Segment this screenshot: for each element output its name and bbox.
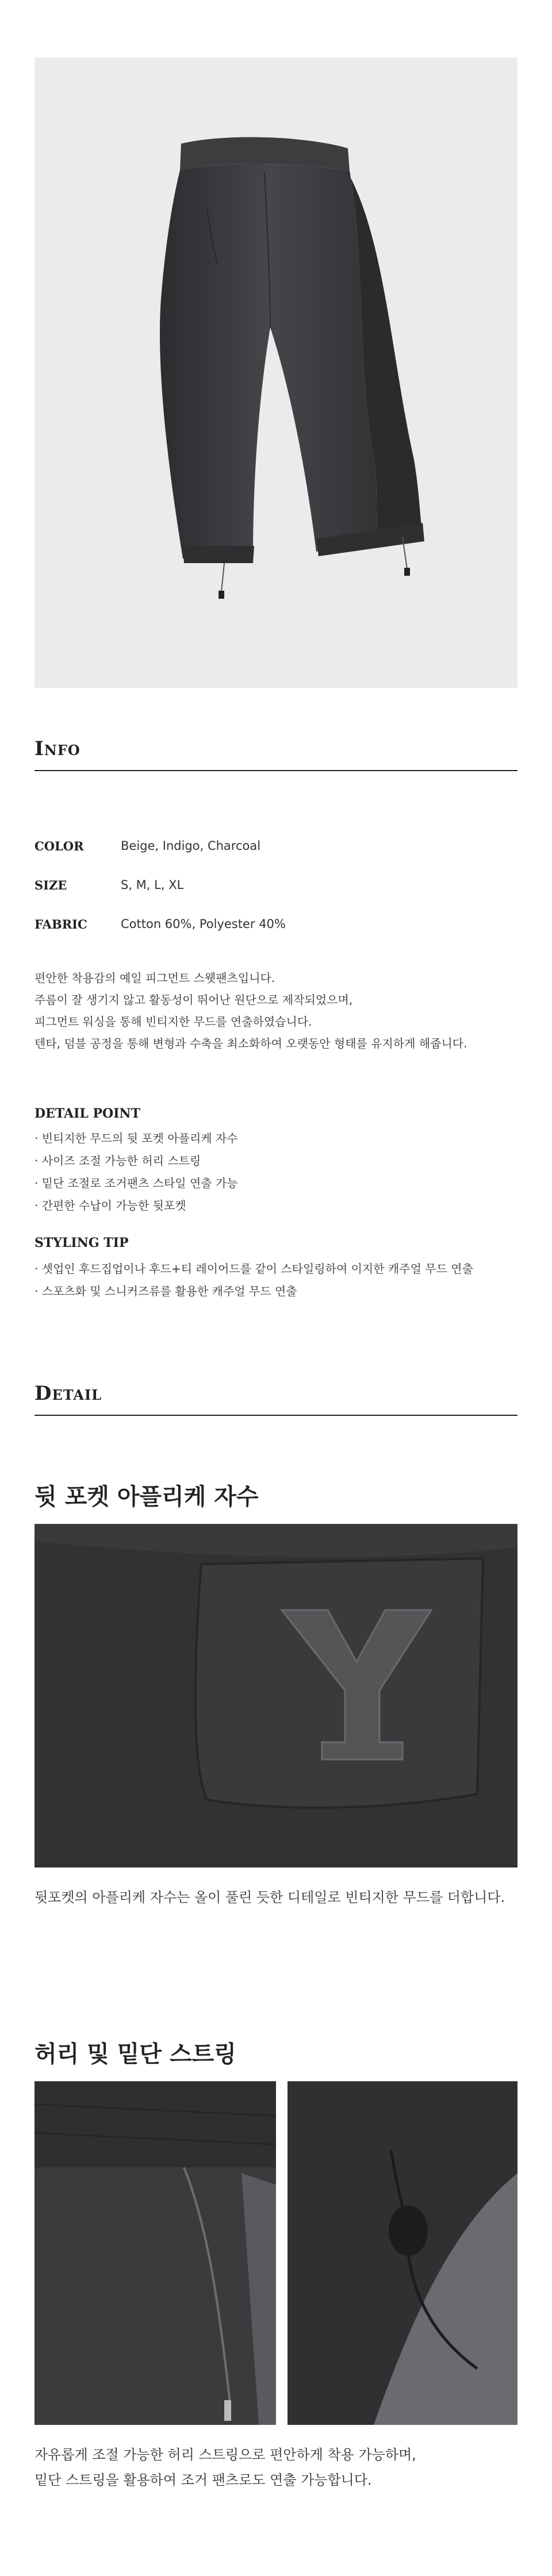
detail-title: Detail — [34, 1382, 102, 1405]
detail-point-title: DETAIL POINT — [34, 1106, 140, 1121]
pocket-applique-image — [34, 1524, 518, 1867]
spec-value-fabric: Cotton 60%, Polyester 40% — [121, 917, 286, 931]
hem-string-image — [288, 2081, 518, 2425]
caption-line: 자유롭게 조절 가능한 허리 스트링으로 편안하게 착용 가능하며, — [34, 2447, 416, 2463]
styling-tip-title: STYLING TIP — [34, 1235, 129, 1250]
info-divider — [34, 770, 518, 771]
pocket-detail-photo — [34, 1524, 518, 1867]
detail-heading-string: 허리 및 밑단 스트링 — [34, 2041, 236, 2067]
list-item: · 빈티지한 무드의 뒷 포켓 아플리케 자수 — [34, 1131, 238, 1145]
spec-label-fabric: FABRIC — [34, 917, 87, 931]
detail-divider — [34, 1415, 518, 1416]
waist-string-image — [34, 2081, 276, 2425]
description-line: 텐타, 덤블 공정을 통해 변형과 수축을 최소화하여 오랫동안 형태를 유지하게 해줍니다. — [34, 1037, 467, 1050]
spec-value-color: Beige, Indigo, Charcoal — [121, 839, 261, 853]
description-line: 피그먼트 워싱을 통해 빈티지한 무드를 연출하였습니다. — [34, 1015, 312, 1029]
spec-value-size: S, M, L, XL — [121, 878, 184, 892]
hero-product-image — [34, 57, 518, 688]
styling-tip-list — [34, 1258, 540, 1303]
string-caption — [34, 2442, 529, 2493]
waist-string-photo — [34, 2081, 276, 2425]
list-item: · 사이즈 조절 가능한 허리 스트링 — [34, 1154, 201, 1168]
product-description — [34, 967, 529, 1054]
info-title: Info — [34, 737, 80, 760]
detail-point-list — [34, 1127, 529, 1217]
pocket-caption: 뒷포켓의 아플리케 자수는 올이 풀린 듯한 디테일로 빈티지한 무드를 더합니다. — [34, 1889, 505, 1905]
pants-image — [34, 57, 518, 688]
hem-string-photo — [288, 2081, 518, 2425]
list-item: · 셋업인 후드집업이나 후드+티 레이어드를 같이 스타일링하여 이지한 캐주얼 무드 연출 — [34, 1262, 473, 1276]
detail-heading-pocket: 뒷 포켓 아플리케 자수 — [34, 1484, 259, 1510]
spec-label-size: SIZE — [34, 878, 67, 892]
list-item: · 간편한 수납이 가능한 뒷포켓 — [34, 1199, 186, 1212]
caption-line: 밑단 스트링을 활용하여 조거 팬츠로도 연출 가능합니다. — [34, 2472, 372, 2488]
description-line: 주름이 잘 생기지 않고 활동성이 뛰어난 원단으로 제작되었으며, — [34, 993, 353, 1007]
spec-label-color: COLOR — [34, 839, 84, 853]
description-line: 편안한 착용감의 예일 피그먼트 스웻팬츠입니다. — [34, 971, 275, 985]
list-item: · 밑단 조절로 조거팬츠 스타일 연출 가능 — [34, 1176, 238, 1190]
list-item: · 스포츠화 및 스니커즈류를 활용한 캐주얼 무드 연출 — [34, 1284, 297, 1298]
